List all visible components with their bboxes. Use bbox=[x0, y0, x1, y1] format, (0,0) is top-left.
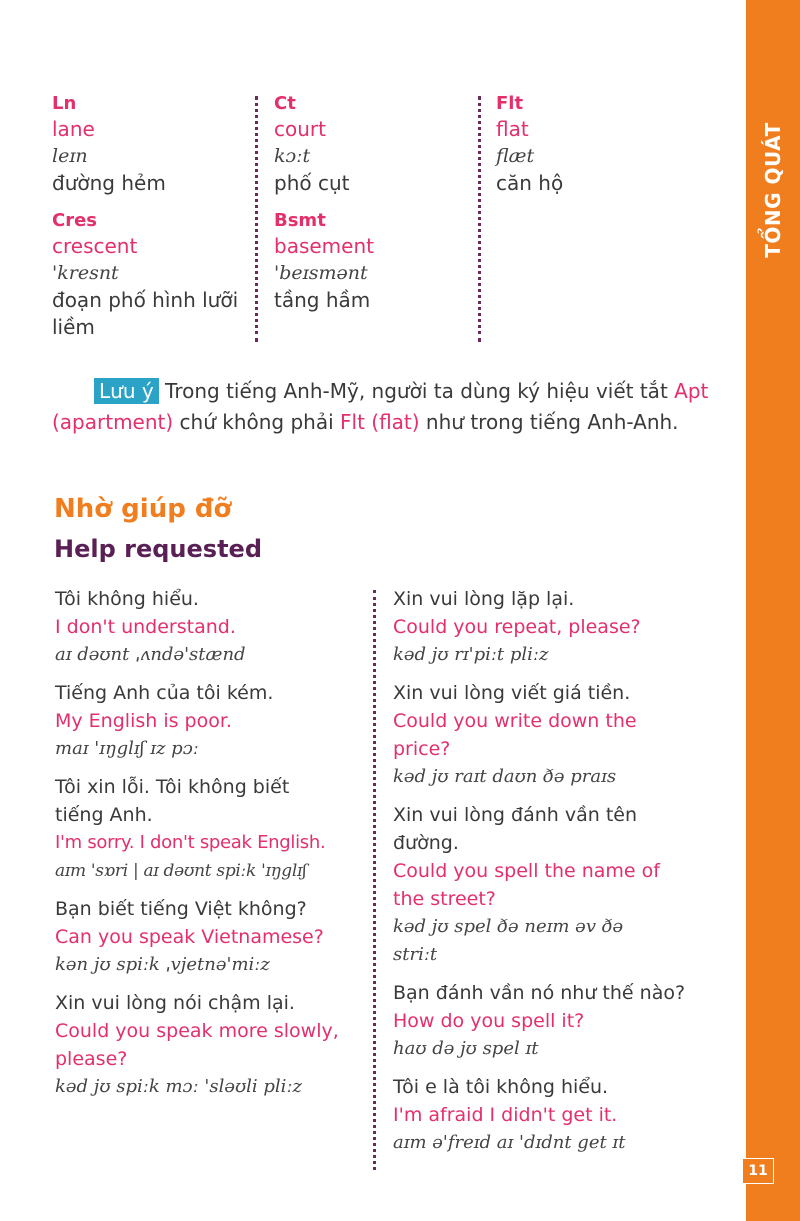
note-text: chứ không phải bbox=[173, 410, 341, 434]
phrase-entry bbox=[393, 801, 703, 969]
abbr-meaning: đoạn phố hình lưỡi liềm bbox=[52, 288, 239, 339]
phrase-vietnamese: Tôi không hiểu. bbox=[55, 588, 199, 610]
phrase-ipa: kəd jʊ spiːk mɔː 'sləʊli pliːz bbox=[55, 1076, 302, 1097]
phrase-ipa: kəd jʊ raɪt daʊn ðə praɪs bbox=[393, 766, 617, 787]
phrase-column-right bbox=[393, 585, 703, 1167]
phrase-vietnamese: Tôi xin lỗi. Tôi không biết tiếng Anh. bbox=[55, 776, 290, 826]
abbr-code: Cres bbox=[52, 210, 98, 231]
abbr-column-3 bbox=[496, 92, 706, 209]
section-title: Nhờ giúp đỡ bbox=[54, 494, 232, 524]
phrase-column-left bbox=[55, 585, 365, 1111]
abbr-ipa: flæt bbox=[496, 145, 535, 167]
abbr-code: Ln bbox=[52, 93, 77, 114]
abbr-column-1 bbox=[52, 92, 262, 353]
abbr-code: Flt bbox=[496, 93, 524, 114]
column-divider bbox=[255, 96, 258, 342]
phrase-english: I don't understand. bbox=[55, 616, 236, 638]
phrase-english: Could you write down the price? bbox=[393, 710, 637, 760]
phrase-english: Can you speak Vietnamese? bbox=[55, 926, 324, 948]
phrase-vietnamese: Xin vui lòng nói chậm lại. bbox=[55, 992, 295, 1014]
phrase-ipa: kəd jʊ spel ðə neɪm əv ðə striːt bbox=[393, 916, 624, 965]
phrase-english: I'm afraid I didn't get it. bbox=[393, 1104, 618, 1126]
phrase-english: My English is poor. bbox=[55, 710, 232, 732]
phrase-entry bbox=[55, 773, 365, 885]
abbr-entry bbox=[274, 209, 484, 314]
phrase-ipa: maɪ 'ɪŋglɪʃ ɪz pɔː bbox=[55, 738, 199, 759]
phrase-vietnamese: Xin vui lòng đánh vần tên đường. bbox=[393, 804, 638, 854]
phrase-english: How do you spell it? bbox=[393, 1010, 585, 1032]
abbr-ipa: 'beɪsmənt bbox=[274, 262, 368, 284]
abbr-ipa: leɪn bbox=[52, 145, 88, 167]
column-divider bbox=[478, 96, 481, 342]
note-highlight: Flt (flat) bbox=[340, 410, 420, 434]
phrase-ipa: aɪ dəʊnt ˌʌndə'stænd bbox=[55, 644, 246, 665]
phrase-entry bbox=[55, 895, 365, 979]
phrase-vietnamese: Xin vui lòng lặp lại. bbox=[393, 588, 575, 610]
phrase-vietnamese: Bạn biết tiếng Việt không? bbox=[55, 898, 307, 920]
section-subtitle: Help requested bbox=[54, 535, 262, 563]
phrase-vietnamese: Tôi e là tôi không hiểu. bbox=[393, 1076, 609, 1098]
note-highlight: Apt (apartment) bbox=[52, 379, 709, 434]
note-text: như trong tiếng Anh-Anh. bbox=[419, 410, 679, 434]
abbr-word: flat bbox=[496, 117, 529, 141]
abbr-meaning: phố cụt bbox=[274, 171, 350, 195]
page-number: 11 bbox=[742, 1158, 774, 1184]
abbr-word: lane bbox=[52, 117, 95, 141]
abbr-meaning: căn hộ bbox=[496, 171, 564, 195]
phrase-ipa: aɪm ə'freɪd aɪ 'dɪdnt get ɪt bbox=[393, 1132, 626, 1153]
abbr-entry bbox=[496, 92, 706, 197]
note-paragraph bbox=[52, 376, 712, 438]
column-divider bbox=[373, 590, 376, 1170]
phrase-vietnamese: Tiếng Anh của tôi kém. bbox=[55, 682, 274, 704]
abbr-entry bbox=[52, 209, 262, 341]
abbr-word: crescent bbox=[52, 234, 138, 258]
phrase-vietnamese: Xin vui lòng viết giá tiền. bbox=[393, 682, 631, 704]
abbr-word: basement bbox=[274, 234, 374, 258]
phrase-ipa: haʊ də jʊ spel ɪt bbox=[393, 1038, 539, 1059]
phrase-ipa: kəd jʊ rɪ'piːt pliːz bbox=[393, 644, 549, 665]
abbr-meaning: tầng hầm bbox=[274, 288, 371, 312]
phrase-entry bbox=[55, 989, 365, 1101]
section-tab-label: TỔNG QUÁT bbox=[761, 122, 785, 258]
phrase-entry bbox=[393, 1073, 703, 1157]
phrase-entry bbox=[55, 585, 365, 669]
phrase-ipa: aɪm 'sɒri | aɪ dəʊnt spiːk 'ɪŋglɪʃ bbox=[55, 861, 307, 881]
abbr-entry bbox=[274, 92, 484, 197]
abbr-code: Ct bbox=[274, 93, 296, 114]
phrase-english: Could you repeat, please? bbox=[393, 616, 641, 638]
note-tag: Lưu ý bbox=[94, 378, 159, 404]
phrase-english: Could you spell the name of the street? bbox=[393, 860, 660, 910]
abbr-entry bbox=[52, 92, 262, 197]
note-text: Trong tiếng Anh-Mỹ, người ta dùng ký hiệu viết tắt bbox=[158, 379, 675, 403]
phrase-entry bbox=[55, 679, 365, 763]
phrase-entry bbox=[393, 585, 703, 669]
phrase-entry bbox=[393, 679, 703, 791]
abbr-column-2 bbox=[274, 92, 484, 326]
phrase-ipa: kən jʊ spiːk ˌvjetnə'miːz bbox=[55, 954, 270, 975]
abbr-word: court bbox=[274, 117, 326, 141]
abbr-ipa: 'kresnt bbox=[52, 262, 119, 284]
phrase-entry bbox=[393, 979, 703, 1063]
abbr-meaning: đường hẻm bbox=[52, 171, 166, 195]
abbr-code: Bsmt bbox=[274, 210, 326, 231]
phrase-english: Could you speak more slowly, please? bbox=[55, 1020, 339, 1070]
phrase-english: I'm sorry. I don't speak English. bbox=[55, 832, 326, 853]
phrase-vietnamese: Bạn đánh vần nó như thế nào? bbox=[393, 982, 686, 1004]
abbr-ipa: kɔːt bbox=[274, 145, 311, 167]
